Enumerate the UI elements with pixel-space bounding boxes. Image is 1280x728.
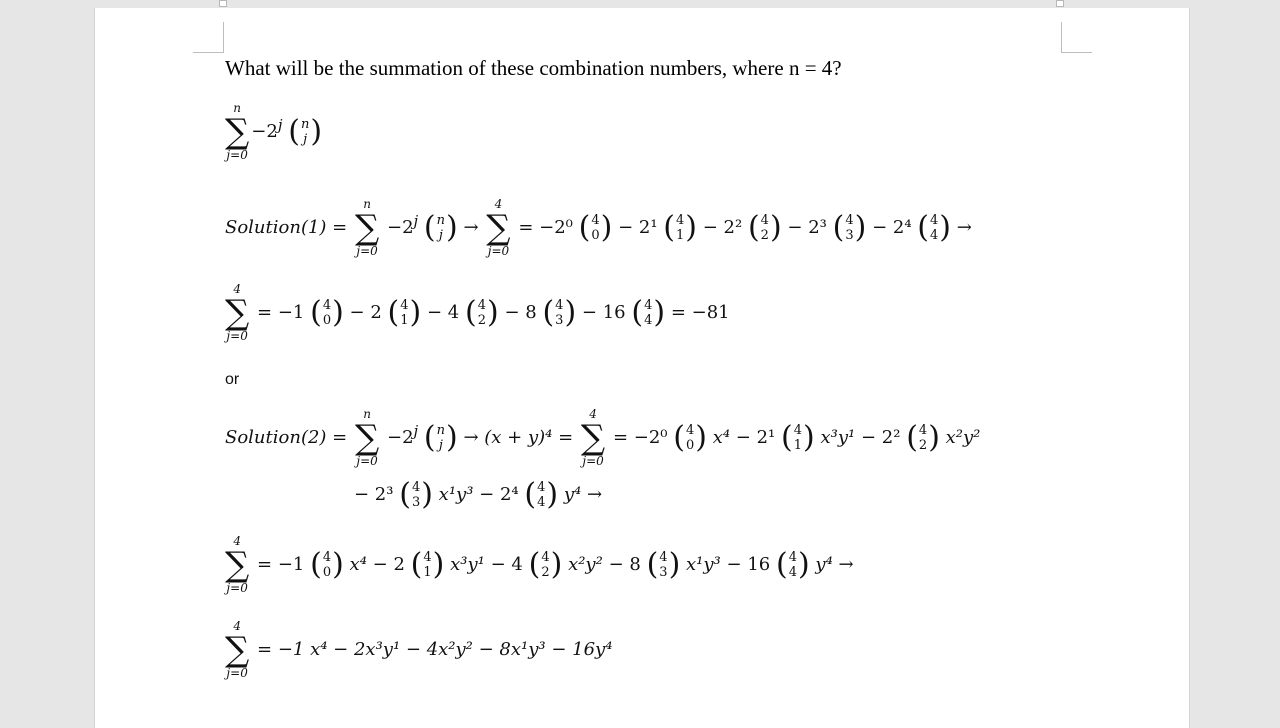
- summation: 4 ∑ j=0: [486, 197, 511, 258]
- solution-2-line-1-continued: − 2³ ( 4 3 ) x¹y³ − 2⁴ ( 4 4 ) y⁴ →: [354, 477, 603, 512]
- summation: 4 ∑ j=0: [225, 619, 250, 680]
- result: = −81: [670, 302, 730, 323]
- solution-2-line-1: Solution(2) = n ∑ j=0 $-2^j$ ( n j ) → (x + y)⁴ = 4 ∑ j=0 = −2⁰ ( 4 0 ) x⁴ − 2¹ ( 4 1 ) x³y¹ − 2² ( 4 2 ) x²y²: [225, 407, 981, 468]
- question-text: What will be the summation of these combination numbers, where n = 4?: [225, 56, 842, 80]
- final-expression: = −1 x⁴ − 2x³y¹ − 4x²y² − 8x¹y³ − 16y⁴: [257, 639, 613, 660]
- margin-corner-top-right: [1061, 22, 1092, 53]
- summation: n ∑ j=0: [354, 197, 380, 258]
- lower-limit: j=0: [226, 148, 248, 162]
- solution-1-line-2: 4 ∑ j=0 = −1 ( 4 0 ) − 2 ( 4 1 ) − 4 ( 4 2 ) − 8 ( 4 3 ) − 16 ( 4 4 ) = −81: [225, 282, 730, 343]
- margin-corner-top-left: [193, 22, 224, 53]
- ruler-handle-right[interactable]: [1056, 0, 1064, 7]
- summation: [225, 102, 249, 162]
- summation: 4 ∑ j=0: [225, 534, 250, 595]
- summation: 4 ∑ j=0: [225, 282, 250, 343]
- binomial: ( n j ): [423, 210, 458, 245]
- solution-2-label: Solution(2) =: [225, 427, 353, 448]
- solution-1-label: Solution(1) =: [225, 217, 353, 238]
- or-separator: or: [225, 371, 240, 388]
- solution-2-line-2: 4 ∑ j=0 = −1 ( 4 0 ) x⁴ − 2 ( 4 1 ) x³y¹ − 4 ( 4 2 ) x²y² − 8 ( 4 3 ) x¹y³ − 16 ( 4 4 ) y⁴ →: [225, 534, 854, 595]
- summation: 4 ∑ j=0: [580, 407, 606, 468]
- upper-limit: n: [233, 101, 241, 115]
- sigma: ∑: [225, 112, 250, 152]
- ruler-handle-left[interactable]: [219, 0, 227, 7]
- solution-2-line-3: [223, 620, 612, 680]
- exponent: j: [277, 116, 283, 134]
- summation: n ∑ j=0: [354, 407, 380, 468]
- solution-1-line-1: Solution(1) = n ∑ j=0 $-2^j$ ( n j ) → 4 ∑ j=0 = −2⁰ ( 4 0 ) − 2¹ ( 4 1 ) − 2² ( 4 2 ) − 2³ ( 4 3 ) − 2⁴ ( 4 4 ) →: [225, 197, 972, 258]
- term: −2: [251, 121, 278, 142]
- window-top-band: [0, 0, 1280, 8]
- sum-expression: [223, 102, 322, 162]
- binomial: ( n j ): [288, 114, 323, 149]
